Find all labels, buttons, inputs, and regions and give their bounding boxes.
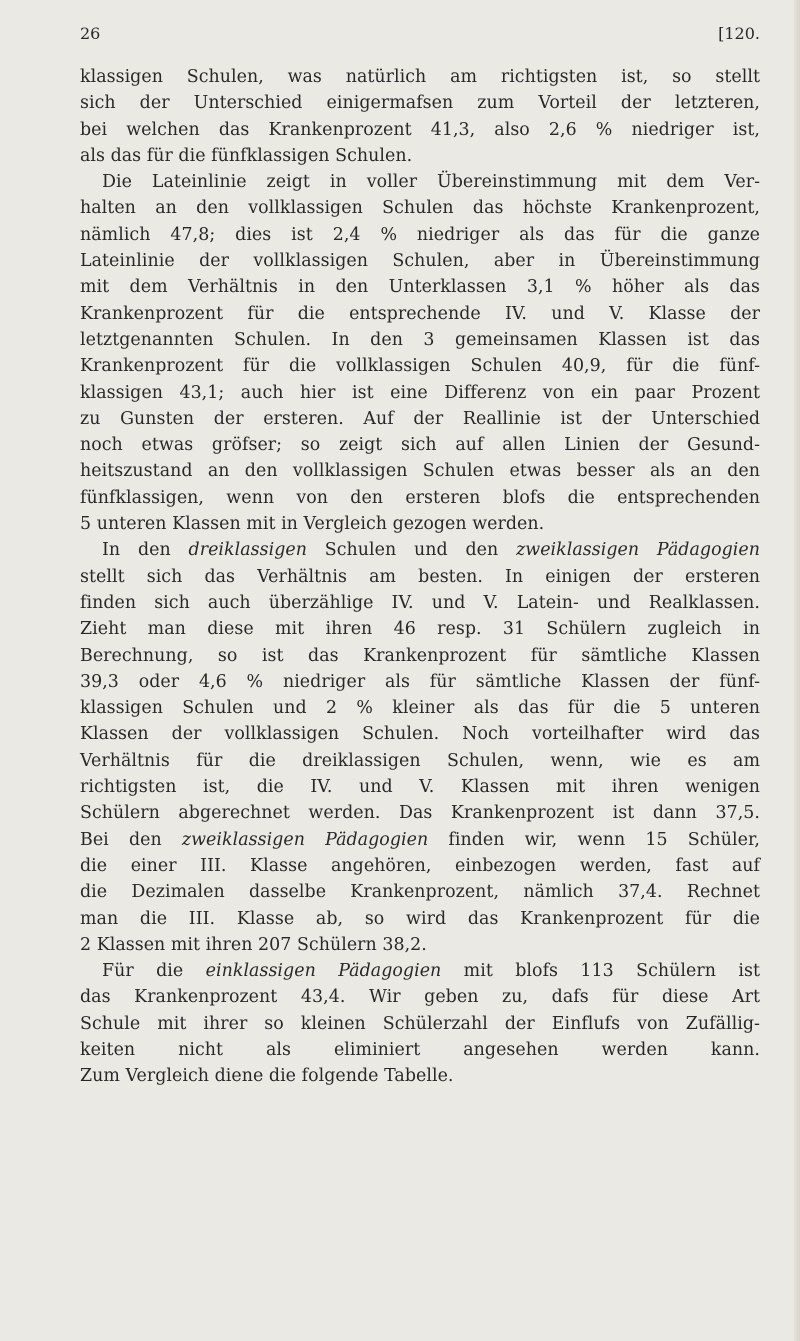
text-line: 39,3 oder 4,6 % niedriger als für sämtliche Klassen der fünf- xyxy=(80,671,760,692)
text-line: das Krankenprozent 43,4. Wir geben zu, dafs für diese Art xyxy=(80,987,760,1008)
paragraph xyxy=(80,64,760,169)
text-line: zu Gunsten der ersteren. Auf der Reallinie ist der Unterschied xyxy=(80,408,760,429)
text-line: Für die einklassigen Pädagogien mit blofs 113 Schülern ist xyxy=(102,961,760,982)
text-line: Schule mit ihrer so kleinen Schülerzahl der Einflufs von Zufällig- xyxy=(80,1013,760,1034)
text-line: klassigen Schulen und 2 % kleiner als das für die 5 unteren xyxy=(80,698,760,719)
text-line: Bei den zweiklassigen Pädagogien finden wir, wenn 15 Schüler, xyxy=(80,829,761,850)
text-line: halten an den vollklassigen Schulen das höchste Krankenprozent, xyxy=(80,198,760,219)
text-line: keiten nicht als eliminiert angesehen werden kann. xyxy=(80,1039,760,1060)
text-line: nämlich 47,8; dies ist 2,4 % niedriger als das für die ganze xyxy=(80,224,760,245)
text-line: noch etwas gröfser; so zeigt sich auf allen Linien der Gesund- xyxy=(80,435,760,456)
text-line: fünfklassigen, wenn von den ersteren blofs die entsprechenden xyxy=(80,487,760,508)
text-line: Lateinlinie der vollklassigen Schulen, aber in Übereinstimmung xyxy=(80,251,760,272)
text-line: Krankenprozent für die entsprechende IV. und V. Klasse der xyxy=(80,303,760,324)
text-line: 5 unteren Klassen mit in Vergleich gezogen werden. xyxy=(80,514,545,535)
text-line: Berechnung, so ist das Krankenprozent für sämtliche Klassen xyxy=(80,645,760,666)
text-line: Zieht man diese mit ihren 46 resp. 31 Schülern zugleich in xyxy=(80,619,760,640)
page-number: 26 xyxy=(80,24,101,43)
text-line: sich der Unterschied einigermafsen zum Vorteil der letzteren, xyxy=(80,93,760,114)
section-number: [120. xyxy=(718,24,760,43)
emphasis: zweiklassigen Pädagogien xyxy=(516,540,760,561)
text-line: Verhältnis für die dreiklassigen Schulen, wenn, wie es am xyxy=(80,750,760,771)
paragraph xyxy=(80,958,760,1089)
text-line: Zum Vergleich diene die folgende Tabelle. xyxy=(80,1066,454,1087)
page-header xyxy=(80,24,760,50)
emphasis: dreiklassigen xyxy=(188,540,307,561)
text-line: stellt sich das Verhältnis am besten. In einigen der ersteren xyxy=(80,566,760,587)
text-line: klassigen 43,1; auch hier ist eine Differenz von ein paar Prozent xyxy=(80,382,760,403)
text-line: heitszustand an den vollklassigen Schulen etwas besser als an den xyxy=(80,461,760,482)
text-line: als das für die fünfklassigen Schulen. xyxy=(80,145,413,166)
text-line: klassigen Schulen, was natürlich am richtigsten ist, so stellt xyxy=(80,67,760,87)
paragraph xyxy=(80,169,760,537)
text-line: In den dreiklassigen Schulen und den zweiklassigen Pädagogien xyxy=(102,540,760,561)
page-edge xyxy=(794,0,800,1341)
text-line: die Dezimalen dasselbe Krankenprozent, nämlich 37,4. Rechnet xyxy=(80,882,760,903)
body-text xyxy=(80,64,760,1090)
text-line: die einer III. Klasse angehören, einbezogen werden, fast auf xyxy=(80,855,760,876)
text-line: mit dem Verhältnis in den Unterklassen 3,1 % höher als das xyxy=(80,277,760,298)
text-line: Krankenprozent für die vollklassigen Schulen 40,9, für die fünf- xyxy=(80,356,760,377)
text-line: Klassen der vollklassigen Schulen. Noch vorteilhafter wird das xyxy=(80,724,760,745)
text-line: Die Lateinlinie zeigt in voller Übereinstimmung mit dem Ver- xyxy=(102,172,760,193)
text-line: Schülern abgerechnet werden. Das Krankenprozent ist dann 37,5. xyxy=(80,803,760,824)
emphasis: zweiklassigen Pädagogien xyxy=(181,829,429,850)
text-line: finden sich auch überzählige IV. und V. Latein- und Realklassen. xyxy=(80,592,760,613)
emphasis: einklassigen Pädagogien xyxy=(205,961,442,982)
paragraph xyxy=(80,537,760,958)
text-line: man die III. Klasse ab, so wird das Krankenprozent für die xyxy=(80,908,760,929)
text-line: 2 Klassen mit ihren 207 Schülern 38,2. xyxy=(80,934,427,955)
text-line: richtigsten ist, die IV. und V. Klassen mit ihren wenigen xyxy=(80,777,760,798)
text-line: letztgenannten Schulen. In den 3 gemeinsamen Klassen ist das xyxy=(80,329,760,350)
text-line: bei welchen das Krankenprozent 41,3, also 2,6 % niedriger ist, xyxy=(80,119,760,140)
